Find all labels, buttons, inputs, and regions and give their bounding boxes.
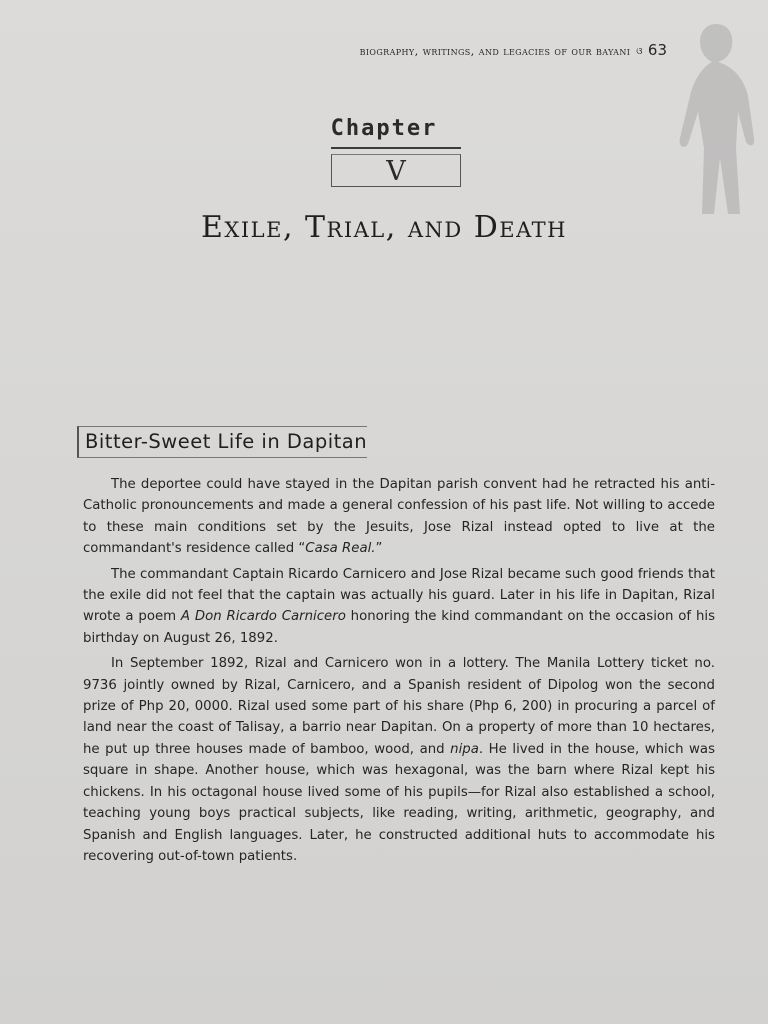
paragraph [83,474,715,560]
chapter-number: V [386,156,406,187]
paragraph-text: The commandant Captain Ricardo Carnicero and Jose Rizal became such good friends that the exile did not feel that the captain was actually his guard. Later in his life in Dapitan, Rizal wrote a poem [83,566,715,625]
paragraph [83,653,715,867]
section-heading-text: Bitter-Sweet Life in Dapitan [85,430,368,453]
italic-text: A Don Ricardo Carnicero [180,609,346,625]
page-number: 63 [647,41,667,59]
chapter-number-frame [331,154,461,187]
book-title: biography, writings, and legacies of our bayani [359,44,631,58]
paragraph-text: ” [375,541,383,557]
paragraph-text: honoring the kind commandant on the occasion of his birthday on August 26, 1892. [83,609,715,646]
ornament-icon: ଓ [636,47,643,57]
italic-text: Casa Real. [305,541,376,557]
italic-text: nipa [450,741,479,757]
paragraph-text: . He lived in the house, which was square in shape. Another house, which was hexagonal, was the barn where Rizal kept his chickens. In his octagonal house lived some of his pupils—for Rizal also established a school, teaching young boys practical subjects, like reading, writing, arithmetic, geography, and Spanish and English languages. Later, he constructed additional huts to accommodate his recovering out-of-town patients. [83,741,715,864]
chapter-title: Exile, Trial, and Death [201,210,567,245]
section-heading [77,426,367,458]
paragraph-text: The deportee could have stayed in the Dapitan parish convent had he retracted his anti-Catholic pronouncements and made a general confession of his past life. Not willing to accede to these main conditions set by the Jesuits, Jose Rizal instead opted to live at the commandant's residence called “ [83,477,715,557]
paragraph [83,564,715,650]
chapter-number-box [331,147,461,187]
chapter-label: Chapter [330,116,438,141]
running-header [360,40,667,62]
body-text [83,474,715,871]
paragraph-text: In September 1892, Rizal and Carnicero won in a lottery. The Manila Lottery ticket no. 9736 jointly owned by Rizal, Carnicero, and a Spanish resident of Dipolog won the second prize of Php 20, 0000. Rizal used some part of his share (Php 6, 200) in procuring a parcel of land near the coast of Talisay, a barrio near Dapitan. On a property of more than 10 hectares, he put up three houses made of bamboo, wood, and [83,656,715,757]
